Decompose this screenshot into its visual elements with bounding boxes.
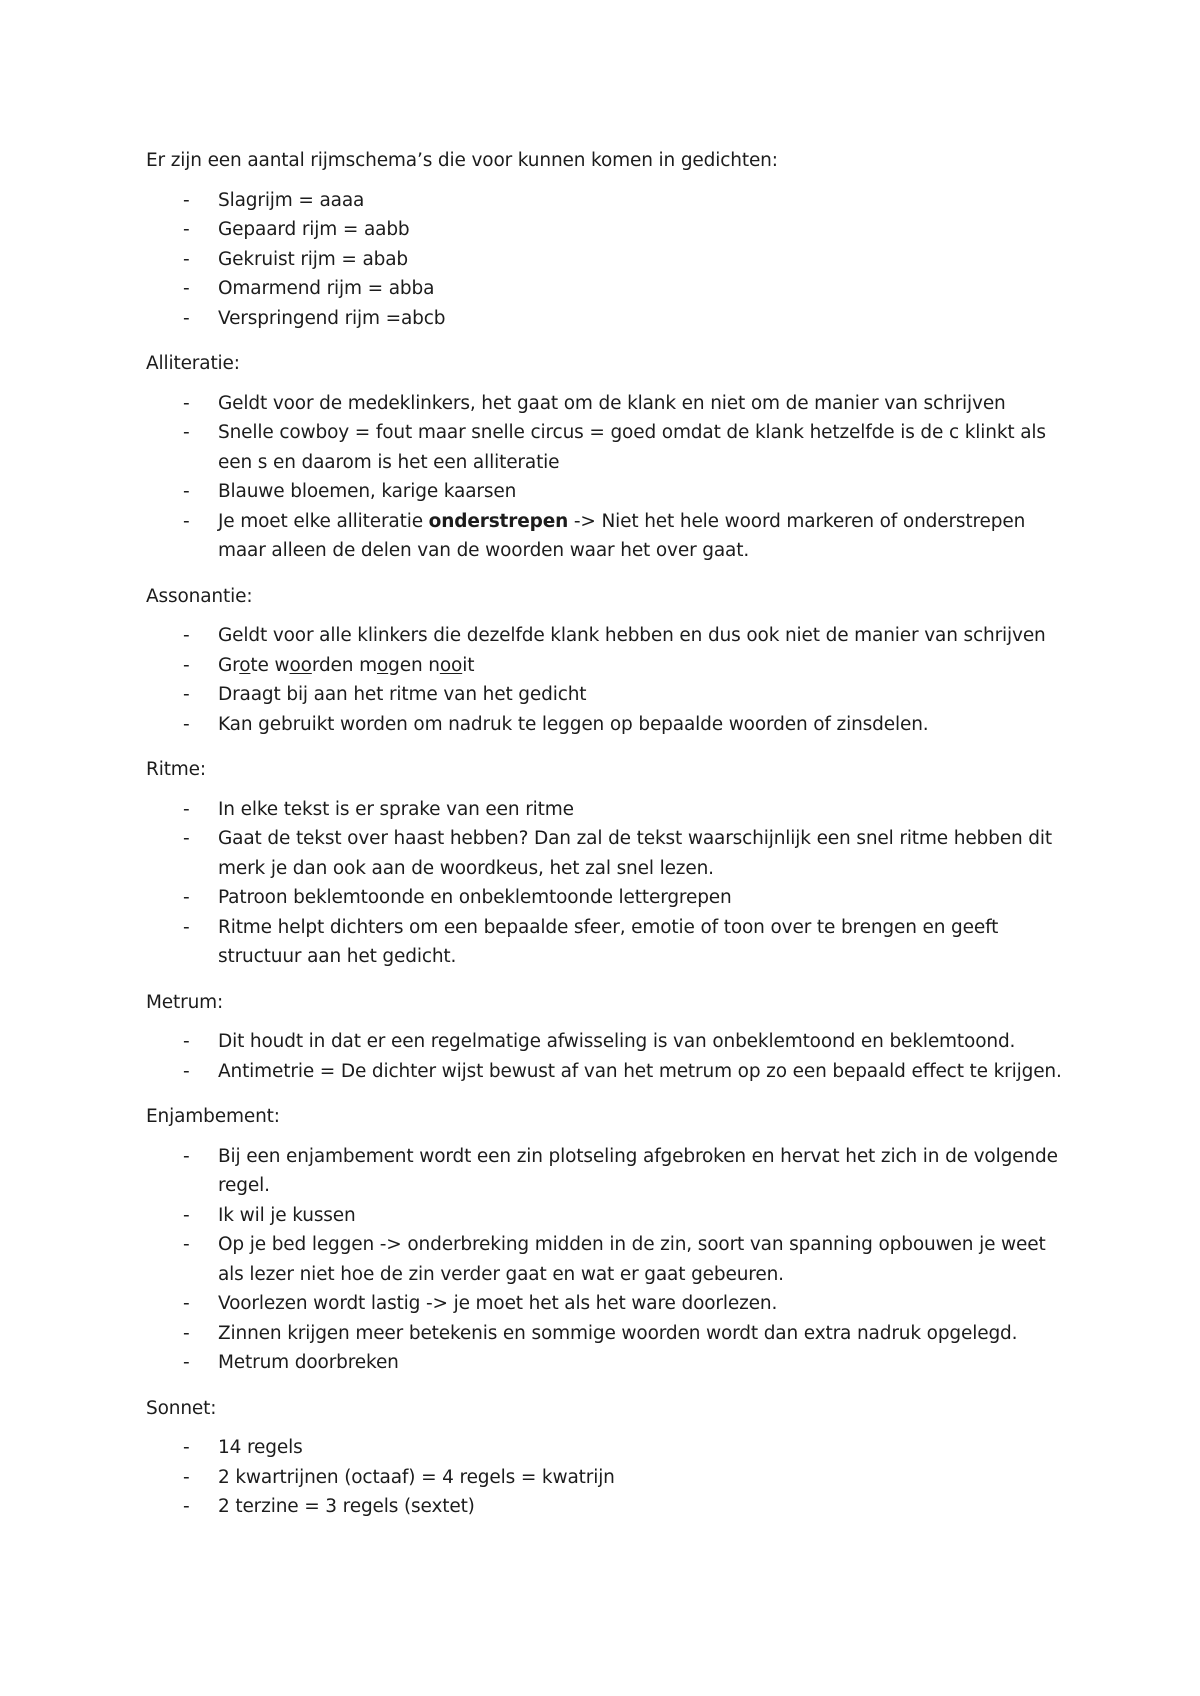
list-item: - Geldt voor de medeklinkers, het gaat om de klank en niet om de manier van schrijven [146, 389, 1076, 419]
dash-bullet: - [183, 713, 190, 735]
list-item: - Gekruist rijm = abab [146, 245, 1076, 275]
dash-bullet: - [183, 392, 190, 414]
underlined-vowel: oo [439, 654, 463, 676]
dash-bullet: - [183, 307, 190, 329]
dash-bullet: - [183, 189, 190, 211]
dash-bullet: - [183, 1293, 190, 1314]
alliteratie-list [146, 389, 1076, 566]
list-item: - Ritme helpt dichters om een bepaalde sfeer, emotie of toon over te brengen en geeft structuur aan het gedicht. [146, 913, 1076, 972]
section-heading-ritme: Ritme: [146, 759, 206, 780]
dash-bullet: - [183, 219, 190, 240]
list-item: - Dit houdt in dat er een regelmatige afwisseling is van onbeklemtoond en beklemtoond. [146, 1027, 1076, 1057]
underlined-vowel: oo [289, 654, 312, 676]
dash-bullet: - [183, 1322, 190, 1344]
document-body [146, 146, 1076, 1538]
underlined-vowel: o [239, 654, 251, 676]
dash-bullet: - [183, 1234, 190, 1255]
section-heading-enjambement: Enjambement: [146, 1106, 280, 1127]
ritme-list [146, 795, 1076, 972]
dash-bullet: - [183, 684, 190, 705]
dash-bullet: - [183, 1145, 190, 1167]
list-item: - 2 kwartrijnen (octaaf) = 4 regels = kwatrijn [146, 1463, 1076, 1493]
list-item: - Op je bed leggen -> onderbreking midden in de zin, soort van spanning opbouwen je weet als lezer niet hoe de zin verder gaat en wat er gaat gebeuren. [146, 1230, 1076, 1289]
list-item: - Slagrijm = aaaa [146, 186, 1076, 216]
dash-bullet: - [183, 422, 190, 443]
list-item: - Ik wil je kussen [146, 1201, 1076, 1231]
dash-bullet: - [183, 510, 190, 532]
dash-bullet: - [183, 1437, 190, 1458]
rijmschema-list [146, 186, 1076, 334]
list-item: - 2 terzine = 3 regels (sextet) [146, 1492, 1076, 1522]
list-item: - Blauwe bloemen, karige kaarsen [146, 477, 1076, 507]
dash-bullet: - [183, 1466, 190, 1488]
list-item: - Snelle cowboy = fout maar snelle circus = goed omdat de klank hetzelfde is de c klinkt als een s en daarom is het een alliteratie [146, 418, 1076, 477]
dash-bullet: - [183, 828, 190, 849]
dash-bullet: - [183, 248, 190, 270]
section-heading-sonnet: Sonnet: [146, 1397, 217, 1419]
list-item: - Draagt bij aan het ritme van het gedicht [146, 680, 1076, 710]
dash-bullet: - [183, 798, 190, 820]
dash-bullet: - [183, 887, 190, 908]
underlined-vowel: o [376, 654, 389, 676]
dash-bullet: - [183, 1496, 190, 1517]
list-item: - 14 regels [146, 1433, 1076, 1463]
list-item: - Gepaard rijm = aabb [146, 215, 1076, 245]
assonantie-example: - Grote woorden mogen nooit [146, 651, 1076, 681]
dash-bullet: - [183, 654, 190, 676]
list-item: - Antimetrie = De dichter wijst bewust af van het metrum op zo een bepaald effect te krijgen. [146, 1057, 1076, 1087]
intro-paragraph: Er zijn een aantal rijmschema’s die voor kunnen komen in gedichten: [146, 150, 778, 171]
section-heading-assonantie: Assonantie: [146, 585, 253, 607]
dash-bullet: - [183, 1060, 190, 1082]
dash-bullet: - [183, 1352, 190, 1373]
metrum-list [146, 1027, 1076, 1086]
list-item: - Kan gebruikt worden om nadruk te leggen op bepaalde woorden of zinsdelen. [146, 710, 1076, 740]
list-item: - Gaat de tekst over haast hebben? Dan zal de tekst waarschijnlijk een snel ritme hebben dit merk je dan ook aan de woordkeus, het zal snel lezen. [146, 824, 1076, 883]
sonnet-list [146, 1433, 1076, 1522]
enjambement-list [146, 1142, 1076, 1378]
list-item: - Omarmend rijm = abba [146, 274, 1076, 304]
section-heading-alliteratie: Alliteratie: [146, 353, 240, 374]
list-item: - Verspringend rijm =abcb [146, 304, 1076, 334]
section-heading-metrum: Metrum: [146, 991, 224, 1013]
list-item: - Je moet elke alliteratie onderstrepen -> Niet het hele woord markeren of onderstrepen maar alleen de delen van de woorden waar het over gaat. [146, 507, 1076, 566]
bold-term: onderstrepen [428, 510, 569, 532]
dash-bullet: - [183, 625, 190, 646]
dash-bullet: - [183, 481, 190, 502]
dash-bullet: - [183, 1204, 190, 1226]
list-item: - Metrum doorbreken [146, 1348, 1076, 1378]
dash-bullet: - [183, 916, 190, 938]
list-item: - Voorlezen wordt lastig -> je moet het als het ware doorlezen. [146, 1289, 1076, 1319]
list-item: - Patroon beklemtoonde en onbeklemtoonde lettergrepen [146, 883, 1076, 913]
list-item: - In elke tekst is er sprake van een ritme [146, 795, 1076, 825]
assonantie-list [146, 621, 1076, 739]
list-item: - Bij een enjambement wordt een zin plotseling afgebroken en hervat het zich in de volgende regel. [146, 1142, 1076, 1201]
dash-bullet: - [183, 278, 190, 299]
list-item: - Zinnen krijgen meer betekenis en sommige woorden wordt dan extra nadruk opgelegd. [146, 1319, 1076, 1349]
dash-bullet: - [183, 1031, 190, 1052]
list-item: - Geldt voor alle klinkers die dezelfde klank hebben en dus ook niet de manier van schrijven [146, 621, 1076, 651]
